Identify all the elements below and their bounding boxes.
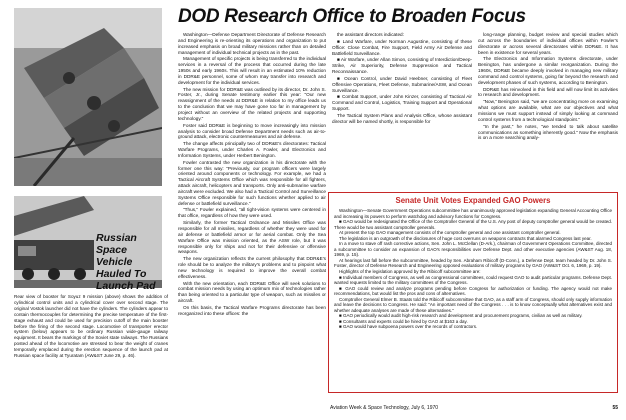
paragraph: "In the past," he notes, "we tended to talk about satellite communications as something inherently good." Now the emphasis is on a more searching analy- — [478, 123, 618, 141]
caption-body: Rear view of booster for Soyuz 9 mission (above) shows the addition of cylindrical control units and a cylindrical cover over second stage. The original Vostok launcher did not have the cylinders. The cylinders appear to contain thermocouples for determining the precise temperature of the first-stage exhaust and could be used for precision cutoff of the main booster before the firing of the second stage. Locomotive of transporter erector system (below) appears to be ordinary Russian wide-gauge railway equipment. It bears the markings of the Soviet state railways. The Russians posted ahead of the locomotive are stressed to bear the weight of cranes temporarily emplaced during the erection sequence of the launch pad at Russian space facility at Tyuratam (AW&ST June 29, p. 46). — [14, 294, 168, 359]
paragraph: Washington—Defense Department Directorate of Defense Research and Engineering is re-orienting its operations and organization to put increased emphasis on broad military missions rather than on detailed management of individual technical projects as in the past. — [178, 32, 326, 55]
paragraph: long-range planning, budget review and special studies which cut across the boundaries of individual offices within Fowler's directorate or across several directorates within DDR&E. It has been in existence for several years. — [478, 32, 618, 55]
paragraph: ■ Combat Support, under John Kinzer, consisting of Tactical Air Command and Control, Logistics, Training Support and Operational Support. — [332, 94, 472, 112]
paragraph: ■ GAO would be redesignated the Office of the Comptroller General of the U.S. Any post of deputy comptroller general would be created. There would be two assistant comptroller generals. — [334, 219, 612, 230]
paragraph: ■ GAO could review and analyze programs pending before Congress for authorization or funding. The agency would not make recommendations, but would list the pros and cons of alternatives. — [334, 285, 612, 297]
paragraph: ■ Consultants and experts could be hired by GAO at $163 a day. — [339, 318, 468, 324]
caption-title: Russian Space Vehicle Hauled To Launch Pad — [96, 232, 156, 292]
publication-line: Aviation Week & Space Technology, July 6, 1970 — [330, 405, 439, 411]
sidebar-box-title: Senate Unit Votes Expanded GAO Powers — [395, 196, 551, 205]
paragraph: DDR&E has reinvolved in this field and will now limit its activities to research and development. — [478, 86, 618, 98]
soyuz-booster-photo — [14, 8, 162, 186]
page-number: 55 — [612, 405, 618, 411]
paragraph: "Thus," Fowler explained, "all tight-vision systems were centered in that office, regardless of how they were used. — [178, 207, 326, 219]
paragraph: The Electronics and Information Systems directorate, under Benington, has undergone a similar reorganization. During the 1960s, DDR&E became deeply involved in managing new military command and control systems, going far beyond the research and development phases of such systems, according to Benington. — [478, 56, 618, 85]
paragraph: ■ Land Warfare, under Norman Augustine, consisting of these Office: Close Combat, Fire Support, Field Army Air Defense and Battlefield Surveillance. — [332, 38, 472, 56]
paragraph: The new mission for DDR&E was outlined by its director, Dr. John S. Foster, Jr., during Senate testimony earlier this year: "Our new reassignment of the needs at DDR&E in relation to my office leads us to the conclusion that we may have gone too far in management by project without an overview of the related projects and supporting technology." — [178, 86, 326, 121]
sidebar-box-body — [334, 208, 612, 330]
paragraph: ■ Air Warfare, under Allan Simon, consisting of Interdiction/Deep-Strike, Air Superiority, Defense Suppression and Tactical Reconnaissance. — [332, 57, 473, 75]
paragraph: Washington—Senate Government Operations subcommittee has unanimously approved legislation expanding General Accounting Office and increasing its powers to perform watchdog and advisory functions for Congress. — [334, 208, 612, 219]
paragraph: the assistant directors indicated: — [337, 32, 404, 37]
paragraph: With the new orientation, each DDR&E Office will seek solutions to combat mission needs by using an optimum mix of technologies rather than being oriented to a particular type of weapon, such as missiles or aircraft. — [178, 280, 326, 304]
paragraph: Highlights of the legislation approved by the Ribicoff subcommittee are: — [339, 269, 481, 275]
paragraph: The change affects principally two of DDR&E's directorates: Tactical Warfare Programs, under Charles A. Fowler, and Electronics and Information Systems, under Herbert Benington. — [178, 141, 326, 158]
paragraph: ■ Individual members of Congress, as well as congressional committees, could request GAO to audit particular programs. Defense Dept. wanted requests limited to the military committees of the Congress. — [334, 274, 612, 286]
paragraph: The legislation is an outgrowth of the disclosures of huge cost overruns on weapons contracts that alarmed Congress last year. — [339, 235, 592, 241]
article-column-1 — [178, 32, 326, 318]
paragraph: The new organization reflects the current philosophy that DDR&E's role should be to analyze the military's problems and to pinpoint what new technology is required to improve the overall combat effectiveness. — [178, 256, 326, 279]
paragraph: ■ GAO periodically would audit high-risk research and development and procurement programs, civilian as well as military. — [339, 313, 583, 319]
paragraph: Foster said DDR&E is beginning to move increasingly into mission analysis to consider broad Defense Department needs such as air-to-ground attack, electronic countermeasures and air defense. — [178, 122, 326, 140]
paragraph: Management of specific projects is being transferred to the individual services in a reversal of the process that occurred during the late 1950s and early 1960s. This will result in an estimated 10% reduction in DDR&E personnel, some of whom may transfer into research and development for the individual services. — [178, 56, 326, 85]
paragraph: "Now," Benington said, "we are concentrating more on examining what options are available, what are our objectives and what missions we must support instead of simply looking at command control systems from a technological standpoint." — [478, 99, 619, 122]
paragraph: At present the top GAO management consists of the comptroller general and one assistant comptroller general. — [339, 230, 561, 236]
paragraph: Fowler contrasted the new organization in his directorate with the former one this way: "Previously, our program officers were largely oriented around components or technology. For example, we had a Tactical Aircraft Systems Office which was responsible for all fighters, attack aircraft, helicopters and transports. Only anti-submarine warfare aircraft were excluded. We also had a Tactical Control and Surveillance Systems Office responsible for such functions whether applied to air defense or battlefield surveillance." — [178, 159, 326, 206]
page-footer — [330, 405, 618, 411]
paragraph: Similarly, the former Tactical Ordnance and Missiles Office was responsible for all missiles, regardless of whether they were used for air defense or battlefield armor or for aerial combat. Only the Sea Warfare Office was mission oriented, as the ASW role, but it was responsible only for ships and not for their defensive or offensive weapons. — [178, 220, 326, 255]
article-column-3 — [478, 32, 618, 142]
paragraph: In a move to stave off rash corrective actions, Sen. John L. McClellan (D-Ark.), chairman of Government Operations Committee, directed a subcommittee to consider an expansion of GAO's responsibilities over Defense Dept. and other executive agencies (AW&ST Aug. 18, 1969, p. 15). — [334, 241, 612, 258]
paragraph: ■ GAO would have subpoena powers over the records of contractors. — [339, 324, 478, 330]
article-column-2 — [332, 32, 472, 126]
sidebar-box — [328, 192, 618, 393]
paragraph: The Tactical System Plans and Analysis Office, whose assistant director will be named shortly, is responsible for — [332, 112, 472, 124]
article-headline: DOD Research Office to Broaden Focus — [178, 6, 526, 27]
paragraph: ■ Ocean Control, under David Heebner, consisting of Fleet Offensive Operations, Fleet Defense, Submarine/ASW, and Ocean Surveillance. — [332, 75, 472, 93]
paragraph: At hearings last fall before the subcommittee, headed by Sen. Abraham Ribicoff (D-Conn.), a Defense Dept. team headed by Dr. John S. Foster, director of Defense Research and Engineering opposed evaluations of military programs by GAO (AW&ST Oct. 6, 1969, p. 19). — [334, 257, 612, 269]
paragraph: Comptroller General Elmer B. Staats told the Ribicoff subcommittee that GAO, as a staff arm of Congress, should only supply information and leave the decisions to Congress. He said: "An important need of the Congress . . . is to know conceptually what alternatives exist and whether adequate analyses are made of these alternatives." — [334, 296, 612, 313]
paragraph: On this basis, the Tactical Warfare Programs directorate has been reorganized into these offices: the — [178, 304, 326, 316]
